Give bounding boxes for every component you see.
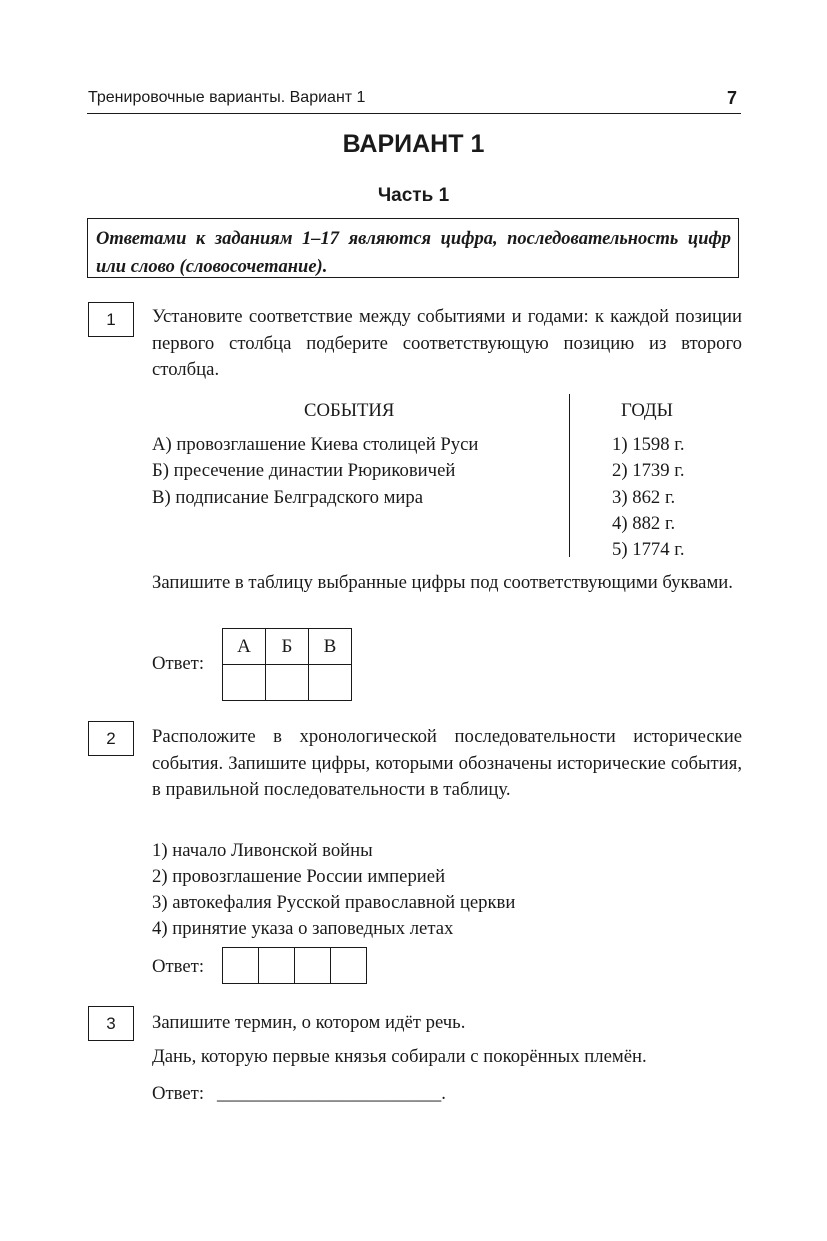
year-item: 3) 862 г. bbox=[612, 487, 676, 508]
option-item: 1) начало Ливонской войны bbox=[152, 840, 373, 861]
task2-prompt: Расположите в хронологической последовательности исторические события. Запишите цифры, которыми обозначены исторические события, в правильной последовательности в таблицу. bbox=[152, 726, 742, 800]
answer-header-v: В bbox=[309, 629, 352, 665]
variant-title: ВАРИАНТ 1 bbox=[342, 130, 485, 158]
answer-cell-v[interactable] bbox=[309, 665, 352, 701]
answer-cell[interactable] bbox=[295, 948, 331, 984]
task-number-2: 2 bbox=[88, 721, 134, 756]
option-item: 4) принятие указа о заповедных летах bbox=[152, 918, 454, 939]
instructions-box: Ответами к заданиям 1–17 являются цифра, последовательность цифр или слово (словосочетание). bbox=[87, 218, 739, 278]
answer-header-a: А bbox=[223, 629, 266, 665]
answer-table-2 bbox=[222, 947, 367, 984]
answer-cell[interactable] bbox=[331, 948, 367, 984]
task-number-3: 3 bbox=[88, 1006, 134, 1041]
events-header: СОБЫТИЯ bbox=[304, 400, 395, 421]
year-item: 4) 882 г. bbox=[612, 513, 676, 534]
years-header: ГОДЫ bbox=[621, 400, 673, 421]
answer-cell-b[interactable] bbox=[266, 665, 309, 701]
page-number: 7 bbox=[727, 88, 738, 108]
event-item: А) провозглашение Киева столицей Руси bbox=[152, 434, 479, 455]
answer-cell-a[interactable] bbox=[223, 665, 266, 701]
option-item: 2) провозглашение России империей bbox=[152, 866, 446, 887]
year-item: 5) 1774 г. bbox=[612, 539, 685, 560]
answer-table-1 bbox=[222, 628, 352, 701]
answer-cell[interactable] bbox=[223, 948, 259, 984]
answer-label: Ответ: bbox=[152, 653, 205, 674]
event-item: Б) пресечение династии Рюриковичей bbox=[152, 460, 456, 481]
answer-header-b: Б bbox=[266, 629, 309, 665]
event-item: В) подписание Белградского мира bbox=[152, 487, 424, 508]
task3-prompt: Запишите термин, о котором идёт речь. bbox=[152, 1012, 466, 1033]
task1-table-instruction: Запишите в таблицу выбранные цифры под соответствующими буквами. bbox=[152, 572, 733, 593]
option-item: 3) автокефалия Русской православной церкви bbox=[152, 892, 516, 913]
answer-blank[interactable]: ________________________. bbox=[217, 1083, 446, 1104]
task-number-1: 1 bbox=[88, 302, 134, 337]
year-item: 1) 1598 г. bbox=[612, 434, 685, 455]
year-item: 2) 1739 г. bbox=[612, 460, 685, 481]
header-rule bbox=[87, 113, 741, 114]
column-divider bbox=[569, 394, 570, 557]
answer-label: Ответ: bbox=[152, 956, 205, 977]
part-title: Часть 1 bbox=[377, 185, 450, 206]
running-header: Тренировочные варианты. Вариант 1 bbox=[88, 89, 366, 106]
answer-label: Ответ: bbox=[152, 1083, 205, 1104]
answer-cell[interactable] bbox=[259, 948, 295, 984]
task3-definition: Дань, которую первые князья собирали с покорённых племён. bbox=[152, 1046, 647, 1067]
task1-prompt: Установите соответствие между событиями и годами: к каждой позиции первого столбца подберите соответствующую позицию из второго столбца. bbox=[152, 306, 742, 380]
